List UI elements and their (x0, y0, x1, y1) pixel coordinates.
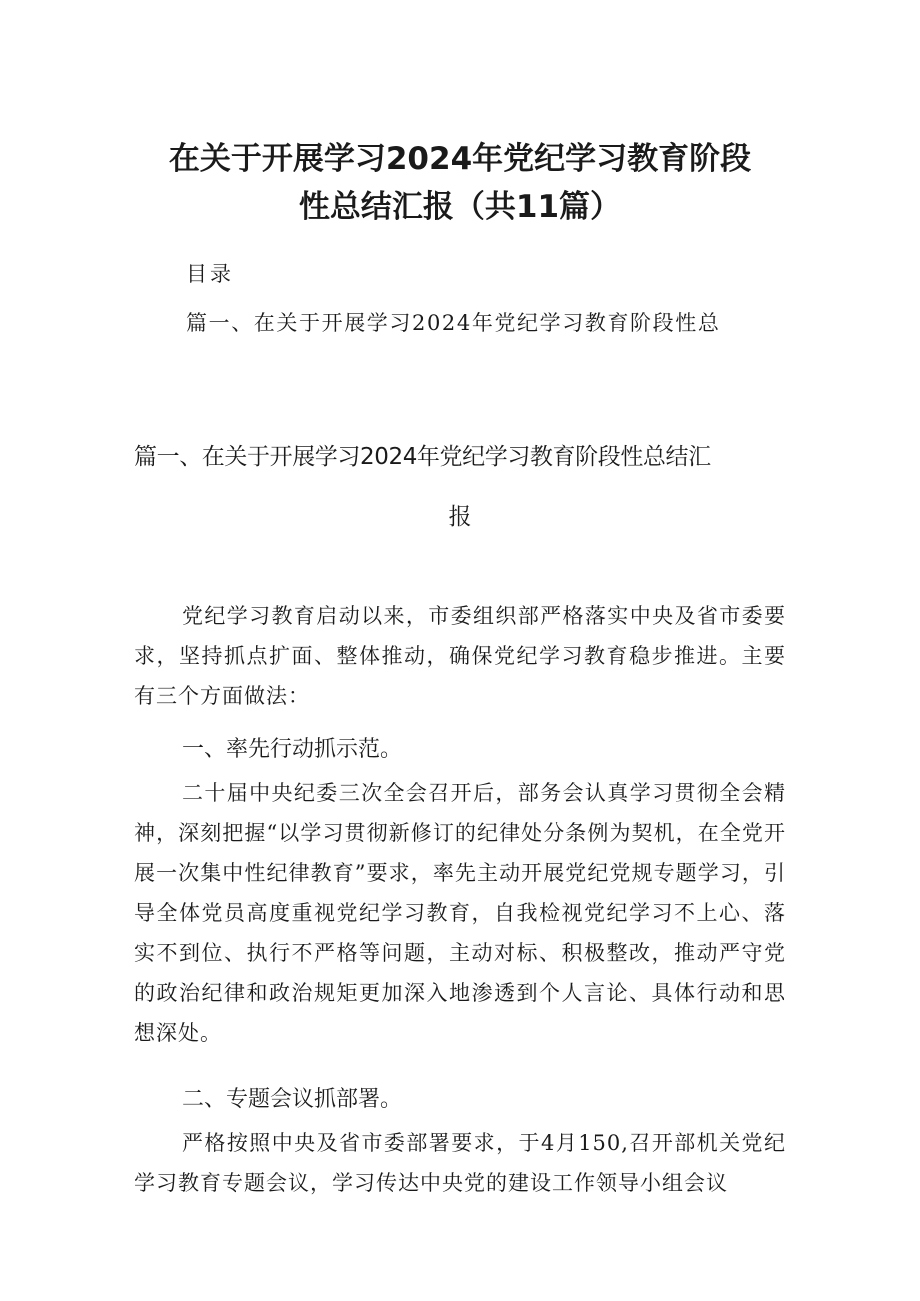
section-title-line-1: 篇一、在关于开展学习2024年党纪学习教育阶段性总结汇 (134, 444, 711, 470)
intro-paragraph: 党纪学习教育启动以来，市委组织部严格落实中央及省市委要求，坚持抓点扩面、整体推动，确保党纪学习教育稳步推进。主要有三个方面做法： (134, 604, 786, 708)
document-title-line-1: 在关于开展学习2024年党纪学习教育阶段 (168, 141, 752, 177)
document-title-line-2: 性总结汇报（共11篇） (298, 189, 622, 225)
toc-heading: 目录 (186, 262, 234, 286)
subheading-1: 一、率先行动抓示范。 (182, 737, 403, 762)
subheading-2: 二、专题会议抓部署。 (182, 1087, 403, 1112)
section-title-line-2: 报 (448, 504, 472, 530)
paragraph-2: 严格按照中央及省市委部署要求，于4月150,召开部机关党纪学习教育专题会议，学习传达中央党的建设工作领导小组会议 (134, 1131, 786, 1195)
toc-entry: 篇一、在关于开展学习2024年党纪学习教育阶段性总 (186, 311, 721, 335)
paragraph-1: 二十届中央纪委三次全会召开后，部务会认真学习贯彻全会精神，深刻把握“以学习贯彻新修订的纪律处分条例为契机，在全党开展一次集中性纪律教育”要求，率先主动开展党纪党规专题学习，引导全体党员高度重视党纪学习教育，自我检视党纪学习不上心、落实不到位、执行不严格等问题，主动对标、积极整改，推动严守党的政治纪律和政治规矩更加深入地渗透到个人言论、具体行动和思想深处。 (134, 781, 786, 1045)
